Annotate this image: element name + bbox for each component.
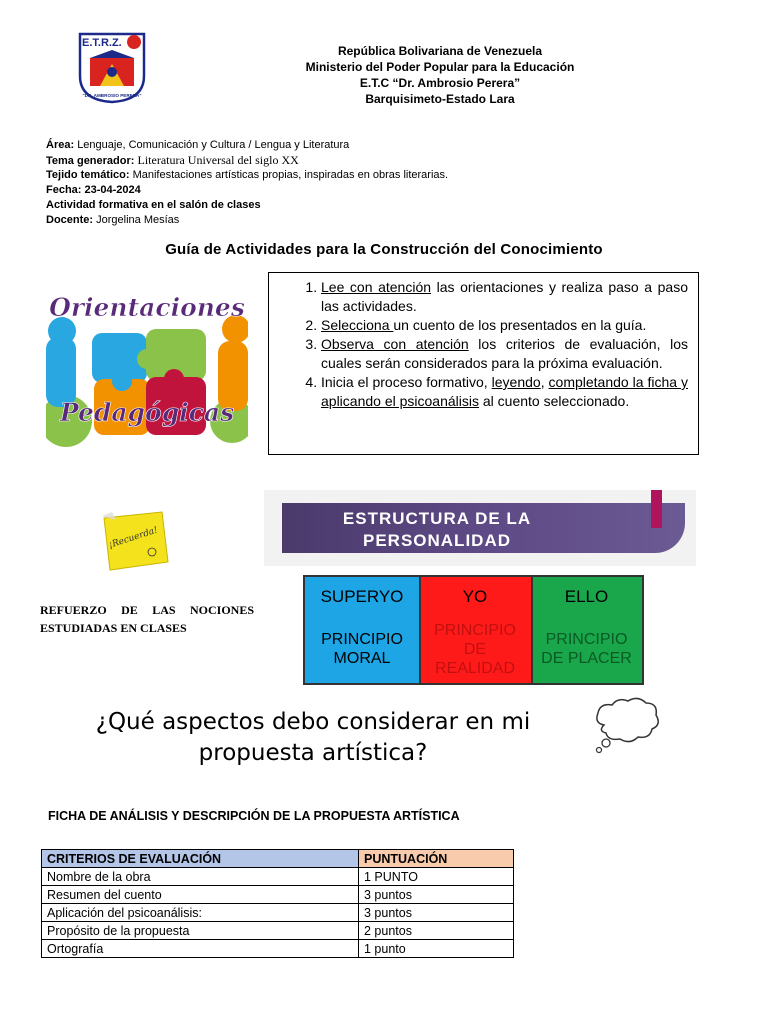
instruction-1: 1. Lee con atención las orientaciones y realiza paso a paso las actividades. [321,278,688,316]
personality-table [303,575,644,685]
score-cell: 1 PUNTO [359,868,514,886]
criteria-header: CRITERIOS DE EVALUACIÓN [42,850,359,868]
score-cell: 3 puntos [359,904,514,922]
ello-head: ELLO [531,577,642,615]
logo-bottom-text: "DR. AMBROSIO PERERA" [82,93,142,98]
banner-accent [651,490,662,528]
instruction-2: 2. Selecciona un cuento de los presentados en la guía. [321,316,688,335]
principio-placer: PRINCIPIO DE PLACER [531,615,642,683]
table-row [42,904,514,922]
thought-bubble-icon [590,695,662,755]
pedagogicas-word: Pedagógicas [59,398,235,427]
score-cell: 3 puntos [359,886,514,904]
table-header-row [42,850,514,868]
instruction-3: 3. Observa con atención los criterios de evaluación, los cuales serán considerados para la próxima evaluación. [321,335,688,373]
orientaciones-word: Orientaciones [49,293,245,322]
principio-moral: PRINCIPIO MORAL [305,615,419,683]
info-docente: Docente: Jorgelina Mesías [46,214,180,226]
ficha-title: FICHA DE ANÁLISIS Y DESCRIPCIÓN DE LA PROPUESTA ARTÍSTICA [48,809,460,823]
instructions-list [269,273,698,411]
info-fecha: Fecha: 23-04-2024 [46,184,141,196]
info-actividad: Actividad formativa en el salón de clases [46,199,261,211]
sticky-note [100,510,170,572]
question-text: ¿Qué aspectos debo considerar en mi propuesta artística? [95,709,531,766]
divider [419,577,421,683]
evaluation-table [41,849,514,958]
criteria-cell: Propósito de la propuesta [42,922,359,940]
instructions-box [268,272,699,455]
score-header: PUNTUACIÓN [359,850,514,868]
logo-top-text: E.T.R.Z. [82,37,122,49]
header-line-1: República Bolivariana de Venezuela [337,44,543,58]
principio-realidad: PRINCIPIO DE REALIDAD [419,615,531,683]
superyo-head: SUPERYO [305,577,419,615]
table-row [42,886,514,904]
yo-head: YO [419,577,531,615]
refuerzo-text: REFUERZO DE LAS NOCIONES ESTUDIADAS EN CLASES [40,603,254,635]
header-line-2: Ministerio del Poder Popular para la Educación [305,60,575,74]
info-tejido: Tejido temático: Manifestaciones artísticas propias, inspiradas en obras literarias. [46,169,449,181]
criteria-cell: Resumen del cuento [42,886,359,904]
header-line-4: Barquisimeto-Estado Lara [365,92,515,106]
score-cell: 1 punto [359,940,514,958]
table-row [42,868,514,886]
sticky-note-text: ¡Recuerda! [107,525,160,551]
instruction-4: 4. Inicia el proceso formativo, leyendo, completando la ficha y aplicando el psicoanálisis al cuento seleccionado. [321,373,688,411]
school-logo [76,30,148,104]
personality-title: ESTRUCTURA DE LA PERSONALIDAD [342,509,532,550]
guide-title: Guía de Actividades para la Construcción del Conocimiento [165,241,603,258]
info-tema: Tema generador: Literatura Universal del siglo XX [46,153,299,167]
orientaciones-image [46,271,248,455]
header-line-3: E.T.C “Dr. Ambrosio Perera” [359,76,521,90]
table-row [42,922,514,940]
criteria-cell: Aplicación del psicoanálisis: [42,904,359,922]
criteria-cell: Nombre de la obra [42,868,359,886]
divider [531,577,533,683]
criteria-cell: Ortografía [42,940,359,958]
info-area: Área: Lenguaje, Comunicación y Cultura / Lengua y Literatura [46,139,350,151]
score-cell: 2 puntos [359,922,514,940]
table-row [42,940,514,958]
